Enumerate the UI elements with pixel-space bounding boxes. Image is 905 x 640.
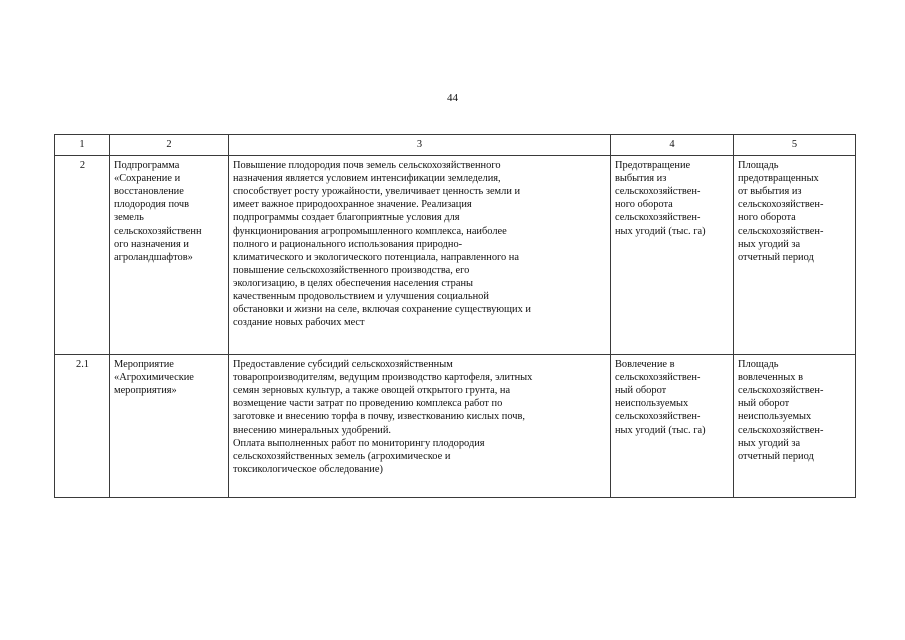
column-header-2: 2: [110, 135, 229, 156]
target-indicator: Предотвращение выбытия из сельскохозяйствен- ного оборота сельскохозяйствен- ных угодий (тыс. га): [611, 156, 734, 355]
target-indicator: Вовлечение в сельскохозяйствен- ный оборот неиспользуемых сельскохозяйствен- ных угодий (тыс. га): [611, 355, 734, 498]
program-description: Предоставление субсидий сельскохозяйственным товаропроизводителям, ведущим производство картофеля, элитных семян зерновых культур, а также овощей открытого грунта, на возмещение части затрат по проведению комплекса работ по заготовке и внесению торфа в почву, известкованию кислых почв, внесению минеральных удобрений. Оплата выполненных работ по мониторингу плодородия сельскохозяйственных земель (агрохимическое и токсикологическое обследование): [229, 355, 611, 498]
column-header-3: 3: [229, 135, 611, 156]
table-row: [55, 355, 856, 498]
program-name: Мероприятие «Агрохимические мероприятия»: [110, 355, 229, 498]
table-header-row: [55, 135, 856, 156]
column-header-5: 5: [734, 135, 856, 156]
indicator-measure: Площадь вовлеченных в сельскохозяйствен- ный оборот неиспользуемых сельскохозяйствен- ных угодий за отчетный период: [734, 355, 856, 498]
row-number: 2.1: [55, 355, 110, 498]
column-header-1: 1: [55, 135, 110, 156]
row-number: 2: [55, 156, 110, 355]
program-name: Подпрограмма «Сохранение и восстановление плодородия почв земель сельскохозяйственн ого назначения и агроландшафтов»: [110, 156, 229, 355]
column-header-4: 4: [611, 135, 734, 156]
table-row: [55, 156, 856, 355]
program-table: [54, 134, 856, 498]
program-description: Повышение плодородия почв земель сельскохозяйственного назначения является условием интенсификации земледелия, способствует росту урожайности, увеличивает ценность земли и имеет важное природоохранное значение. Реализация подпрограммы создает благоприятные условия для функционирования агропромышленного комплекса, наиболее полного и рационального использования природно- климатического и экологического потенциала, направленного на повышение сельскохозяйственного производства, его экологизацию, в целях обеспечения населения страны качественным продовольствием и улучшения социальной обстановки и жизни на селе, включая сохранение существующих и создание новых рабочих мест: [229, 156, 611, 355]
page-number: 44: [447, 92, 458, 104]
indicator-measure: Площадь предотвращенных от выбытия из сельскохозяйствен- ного оборота сельскохозяйствен- ных угодий за отчетный период: [734, 156, 856, 355]
